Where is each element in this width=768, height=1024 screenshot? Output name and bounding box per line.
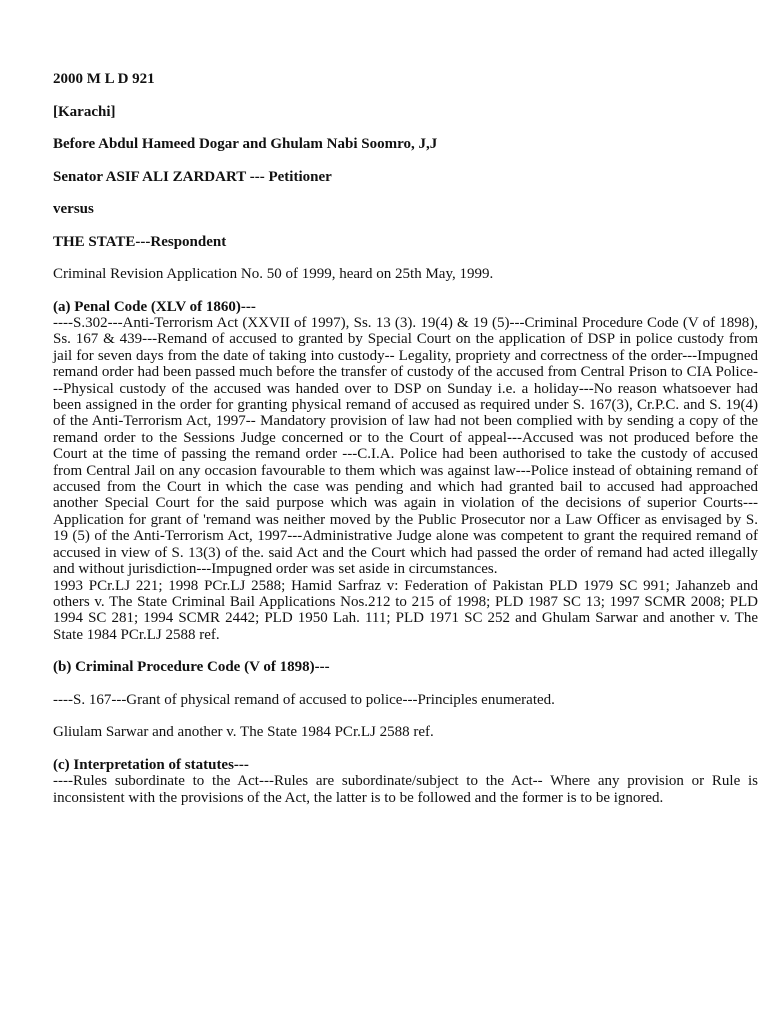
case-citation: 2000 M L D 921 [53, 71, 155, 87]
respondent-line: THE STATE---Respondent [53, 233, 227, 250]
bench-line: Before Abdul Hameed Dogar and Ghulam Nabi Soomro, J,J [53, 136, 438, 152]
section-a-references: 1993 PCr.LJ 221; 1998 PCr.LJ 2588; Hamid Sarfraz v: Federation of Pakistan PLD 1979 SC 991; Jahanzeb and others v. The State Criminal Bail Applications Nos.212 to 215 of 1998; PLD 1987 SC 13; 1997 SCMR 2008; PLD 1994 SC 281; 1994 SCMR 2442; PLD 1950 Lah. 111; PLD 1971 SC 252 and Ghulam Sarwar and another v. The State 1984 PCr.LJ 2588 ref. [53, 577, 758, 643]
judgment-page [53, 71, 758, 806]
petitioner-line: Senator ASIF ALI ZARDART --- Petitioner [53, 168, 332, 185]
case-info: Criminal Revision Application No. 50 of 1999, heard on 25th May, 1999. [53, 266, 494, 282]
section-a-body: ----S.302---Anti-Terrorism Act (XXVII of 1997), Ss. 13 (3). 19(4) & 19 (5)---Criminal Procedure Code (V of 1898), Ss. 167 & 439---Remand of accused to granted by Special Court on the application of DSP in police custody from jail for seven days from the date of taking into custody-- Legality, propriety and correctness of the order---Impugned remand order had been passed much before the transfer of custody of the accused from Central Prison to CIA Police---Physical custody of the accused was handed over to DSP on Sunday i.e. a holiday---No reason whatsoever had been assigned in the order for granting physical remand of accused as required under S. 167(3), Cr.P.C. and S. 19(4) of the Anti-Terrorism Act, 1997-- Mandatory provision of law had not been complied with by sending a copy of the remand order to the Sessions Judge concerned or to the Court of appeal---Accused was not produced before the Court at the time of passing the remand order ---C.I.A. Police had been authorised to take the custody of accused from Central Jail on any occasion favourable to them which was against law---Police instead of obtaining remand of accused from the Court in which the case was pending and which had granted bail to accused had approached another Special Court for the said purpose which was again in violation of the decisions of superior Courts---Application for grant of 'remand was neither moved by the Public Prosecutor nor a Law Officer as envisaged by S. 19 (5) of the Anti-Terrorism Act, 1997---Administrative Judge alone was competent to grant the required remand of accused in view of S. 13(3) of the. said Act and the Court which had passed the order of remand had acted illegally and without jurisdiction---Impugned order was set aside in circumstances. [53, 315, 758, 578]
section-b-references: Gliulam Sarwar and another v. The State 1984 PCr.LJ 2588 ref. [53, 724, 434, 741]
court-name: [Karachi] [53, 103, 116, 120]
versus-line: versus [53, 201, 94, 217]
section-c-heading: (c) Interpretation of statutes--- [53, 756, 249, 773]
section-c-body: ----Rules subordinate to the Act---Rules are subordinate/subject to the Act-- Where any provision or Rule is inconsistent with the provisions of the Act, the latter is to be followed and the former is to be ignored. [53, 773, 758, 806]
section-b-heading: (b) Criminal Procedure Code (V of 1898)--- [53, 659, 330, 676]
section-b-body: ----S. 167---Grant of physical remand of accused to police---Principles enumerated. [53, 691, 555, 708]
section-a-heading: (a) Penal Code (XLV of 1860)--- [53, 298, 256, 315]
